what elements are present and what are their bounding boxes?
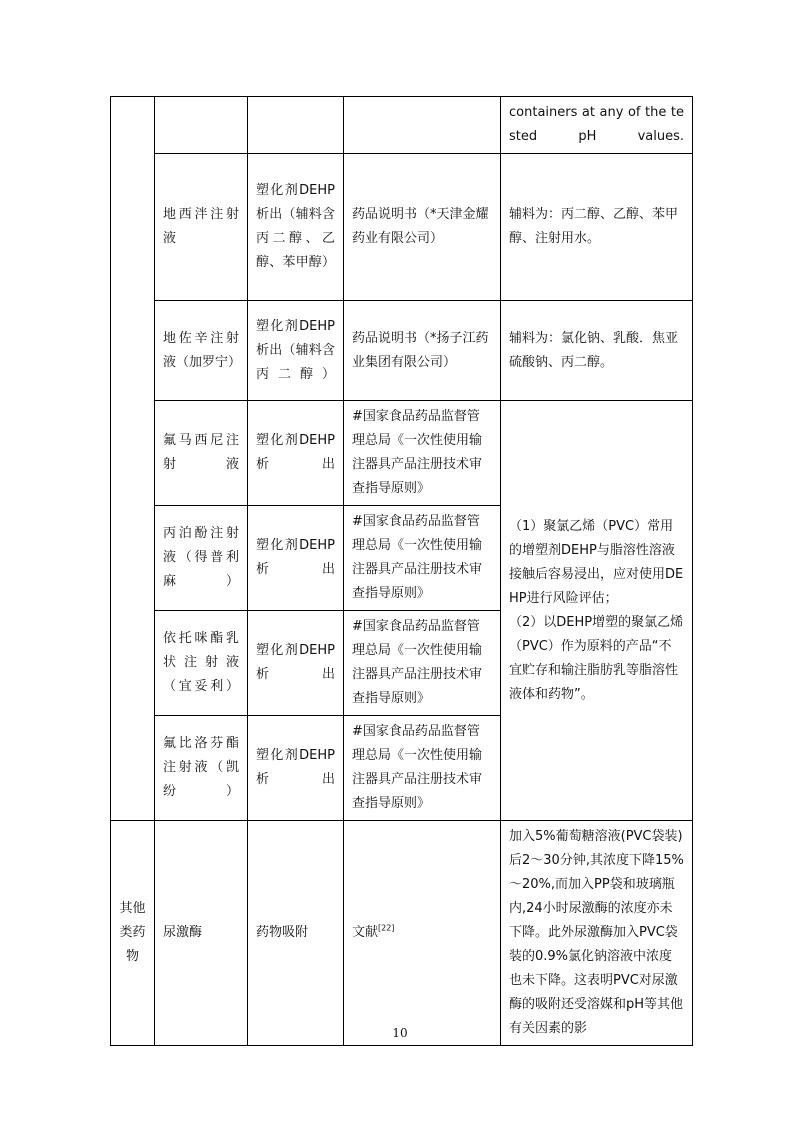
- drug-name: 尿激酶: [163, 925, 203, 940]
- drug-name: 地西泮注射液: [163, 207, 239, 246]
- source-text: #国家食品药品监督管理总局《一次性使用输注器具产品注册技术审查指导原则》: [352, 514, 483, 601]
- category-cell: [111, 97, 155, 821]
- note-text: （1）聚氯乙烯（PVC）常用的增塑剂DEHP与脂溶性溶液接触后容易浸出，应对使用DEHP进行风险评估；: [509, 518, 684, 606]
- drug-cell: [155, 716, 248, 821]
- table-row: [111, 97, 693, 154]
- drug-cell: [155, 301, 248, 401]
- source-text: #国家食品药品监督管理总局《一次性使用输注器具产品注册技术审查指导原则》: [352, 409, 483, 496]
- source-cell: [344, 401, 501, 506]
- note-cell: [501, 154, 693, 301]
- citation-ref: [22]: [378, 923, 395, 933]
- note-cell: [501, 301, 693, 401]
- table-row: [111, 401, 693, 506]
- risk-text: 塑化剂DEHP析出（辅料含丙二醇、乙醇、苯甲醇）: [256, 183, 335, 270]
- note-text: 加入5%葡萄糖溶液(PVC袋装)后2～30分钟,其浓度下降15%～20%,而加入PP袋和玻璃瓶内,24小时尿激酶的浓度亦未下降。此外尿激酶加入PVC袋装的0.9%氯化钠溶液中浓度也未下降。这表明PVC对尿激酶的吸附还受溶媒和pH等其他有关因素的影: [509, 829, 684, 1036]
- risk-cell: [248, 716, 344, 821]
- drug-cell: [155, 154, 248, 301]
- drug-cell: [155, 821, 248, 1046]
- source-cell: [344, 301, 501, 401]
- source-cell: [344, 506, 501, 611]
- source-cell: [344, 821, 501, 1046]
- drug-cell: [155, 97, 248, 154]
- source-cell: [344, 716, 501, 821]
- table-row: [111, 821, 693, 1046]
- risk-cell: [248, 154, 344, 301]
- category-cell: [111, 821, 155, 1046]
- note-cell: [501, 97, 693, 154]
- note-text: （2）以DEHP增塑的聚氯乙烯（PVC）作为原料的产品“不宜贮存和输注脂肪乳等脂溶性液体和药物”。: [509, 614, 684, 702]
- note-text: containers at any of the tested pH values.: [509, 105, 684, 144]
- source-cell: [344, 611, 501, 716]
- drug-compatibility-table: [110, 96, 693, 1046]
- risk-cell: [248, 506, 344, 611]
- drug-name: 氟比洛芬酯注射液（凯纷）: [163, 736, 239, 799]
- risk-cell: [248, 401, 344, 506]
- page-number: 10: [392, 1026, 408, 1040]
- source-text: 药品说明书（*扬子江药业集团有限公司）: [352, 330, 489, 370]
- drug-name: 地佐辛注射液（加罗宁）: [163, 330, 242, 370]
- risk-text: 塑化剂DEHP析出: [256, 538, 335, 577]
- source-text: #国家食品药品监督管理总局《一次性使用输注器具产品注册技术审查指导原则》: [352, 619, 483, 706]
- source-cell: [344, 154, 501, 301]
- drug-cell: [155, 611, 248, 716]
- note-text: 辅料为：丙二醇、乙醇、苯甲醇、注射用水。: [509, 207, 679, 246]
- risk-text: 塑化剂DEHP析出（辅料含丙二醇）: [256, 318, 335, 382]
- source-cell: [344, 97, 501, 154]
- drug-cell: [155, 506, 248, 611]
- source-text: #国家食品药品监督管理总局《一次性使用输注器具产品注册技术审查指导原则》: [352, 724, 483, 811]
- risk-text: 药物吸附: [256, 925, 309, 940]
- category-text: 其他类药物: [119, 901, 146, 964]
- risk-text: 塑化剂DEHP析出: [256, 433, 335, 472]
- drug-name: 氟马西尼注射液: [163, 433, 239, 472]
- risk-cell: [248, 301, 344, 401]
- risk-text: 塑化剂DEHP析出: [256, 643, 335, 682]
- note-cell: [501, 821, 693, 1046]
- risk-text: 塑化剂DEHP析出: [256, 748, 335, 787]
- risk-cell: [248, 821, 344, 1046]
- table-row: [111, 154, 693, 301]
- drug-name: 丙泊酚注射液（得普利麻）: [163, 526, 239, 589]
- source-text: 药品说明书（*天津金耀药业有限公司）: [352, 207, 489, 246]
- drug-name: 依托咪酯乳状注射液（宜妥利）: [163, 631, 239, 694]
- merged-note-cell: [501, 401, 693, 821]
- risk-cell: [248, 611, 344, 716]
- risk-cell: [248, 97, 344, 154]
- table-row: [111, 301, 693, 401]
- source-text: 文献: [352, 925, 379, 940]
- note-text: 辅料为：氯化钠、乳酸．焦亚硫酸钠、丙二醇。: [509, 330, 679, 370]
- drug-cell: [155, 401, 248, 506]
